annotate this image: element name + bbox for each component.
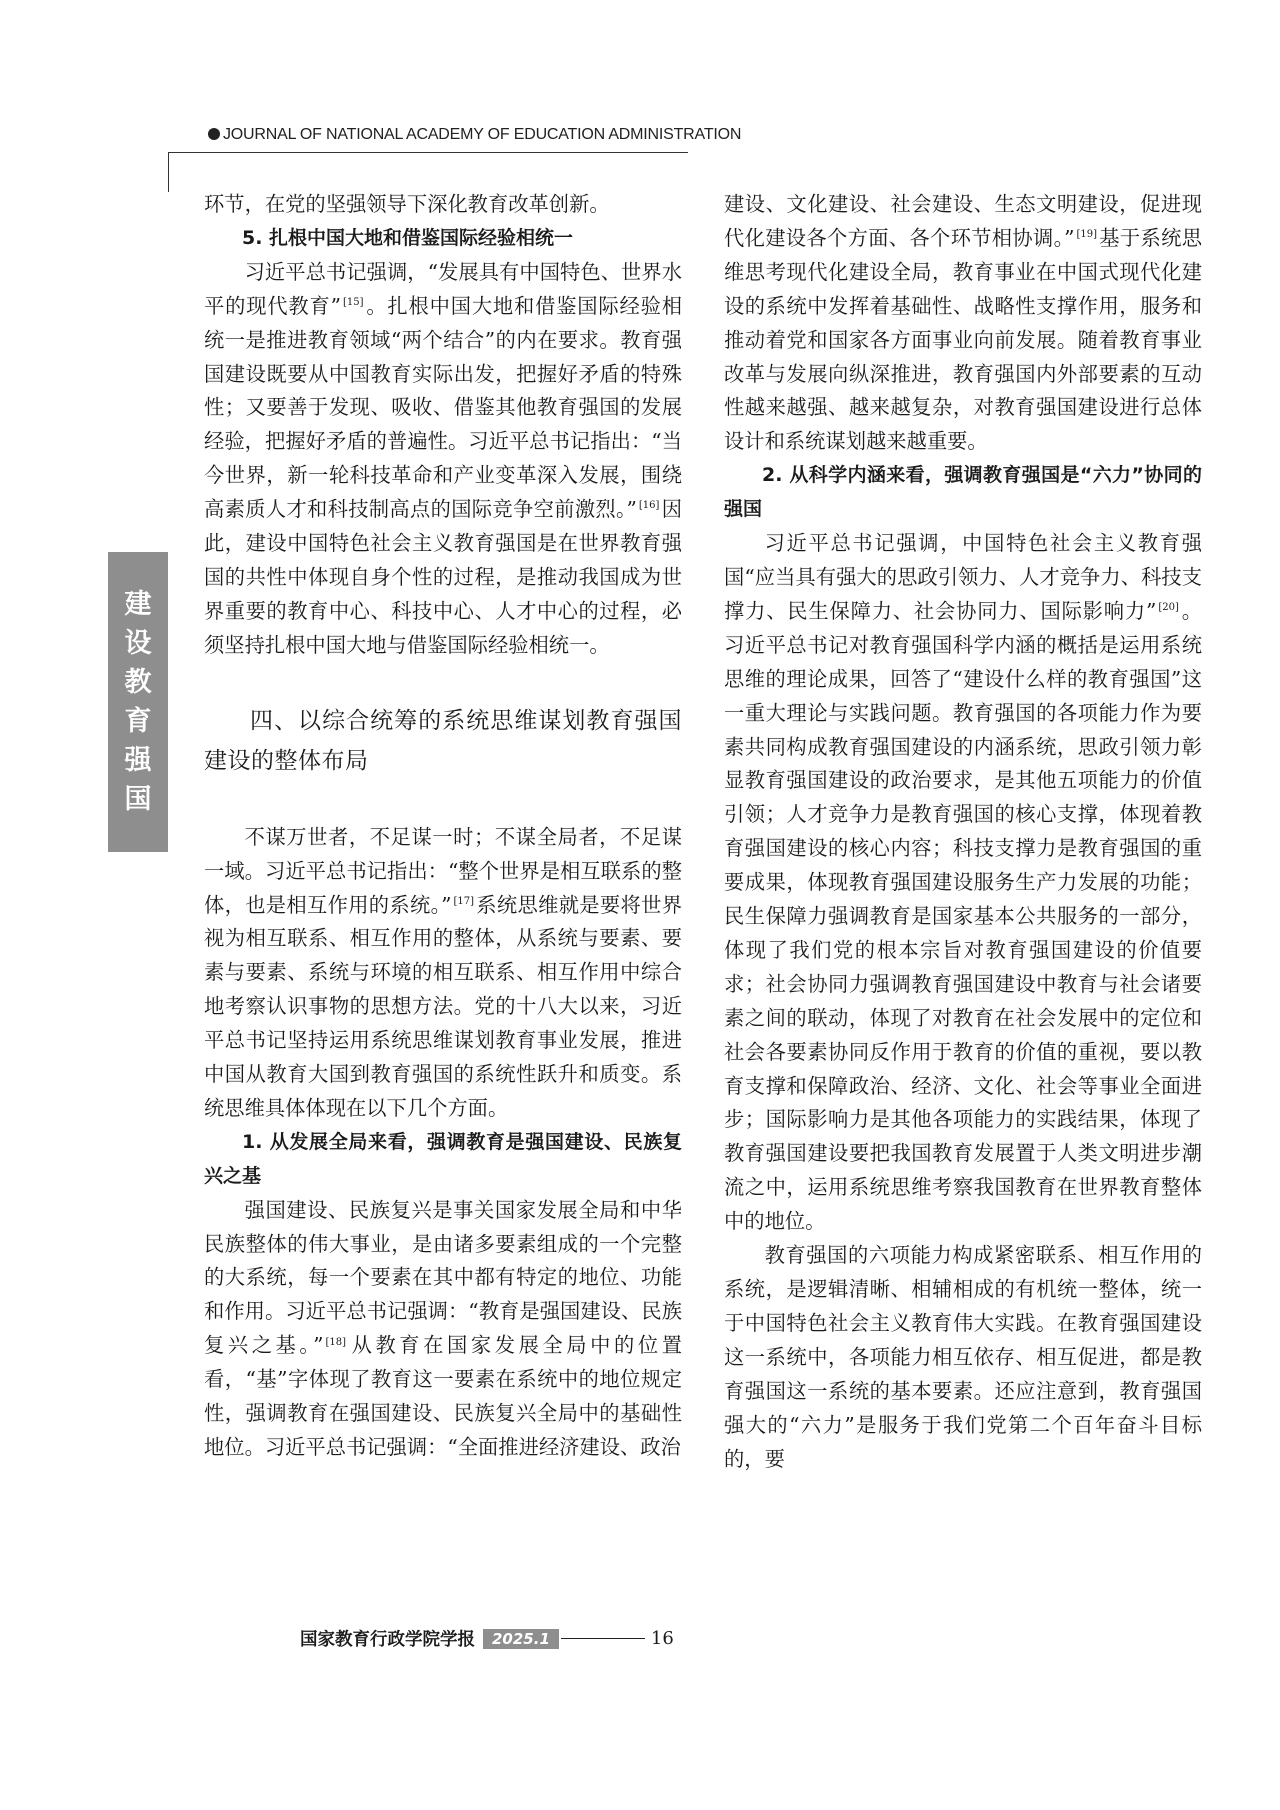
paragraph: 不谋万世者，不足谋一时；不谋全局者，不足谋一域。习近平总书记指出：“整个世界是相互联系的整体，也是相互作用的系统。” [17]系统思维就是要将世界视为相互联系、相互作用的整体，从系统与要素、要素与要素、系统与环境的相互联系、相互作用中综合地考察认识事物的思想方法。党的十八大以来，习近平总书记坚持运用系统思维谋划教育事业发展，推进中国从教育大国到教育强国的系统性跃升和质变。系统思维具体体现在以下几个方面。 [204,824,682,1120]
side-tab-char: 育 [124,705,152,737]
citation-ref: [20] [1158,602,1179,614]
side-tab-char: 国 [124,783,152,815]
subheading: 5. 扎根中国大地和借鉴国际经验相统一 [242,226,574,249]
section-side-tab [108,552,168,852]
header-rule [168,152,688,153]
page-footer [300,1626,720,1656]
right-column [724,188,1202,1476]
citation-ref: [15] [342,296,364,308]
citation-ref: [17] [453,895,474,907]
issue-badge: 2025.1 [483,1629,559,1649]
left-column [204,188,682,1465]
paragraph: 建设、文化建设、社会建设、生态文明建设，促进现代化建设各个方面、各个环节相协调。” [19]基于系统思维思考现代化建设全局，教育事业在中国式现代化建设的系统中发挥着基础性、战略性支撑作用，服务和推动着党和国家各方面事业向前发展。随着教育事业改革与发展向纵深推进，教育强国内外部要素的互动性越来越强、越来越复杂，对教育强国建设进行总体设计和系统谋划越来越重要。 [724,192,1202,454]
side-tab-char: 强 [124,744,152,776]
subheading: 1. 从发展全局来看，强调教育是强国建设、民族复兴之基 [204,1130,682,1187]
paragraph: 习近平总书记强调，“发展具有中国特色、世界水平的现代教育” [15]。扎根中国大地和借鉴国际经验相统一是推进教育领域“两个结合”的内在要求。教育强国建设既要从中国教育实际出发，把握好矛盾的特殊性；又要善于发现、吸收、借鉴其他教育强国的发展经验，把握好矛盾的普遍性。习近平总书记指出：“当今世界，新一轮科技革命和产业变革深入发展，围绕高素质人才和科技制高点的国际竞争空前激烈。” [16]因此，建设中国特色社会主义教育强国是在世界教育强国的共性中体现自身个性的过程，是推动我国成为世界重要的教育中心、科技中心、人才中心的过程，必须坚持扎根中国大地与借鉴国际经验相统一。 [204,259,682,657]
citation-ref: [16] [638,500,660,512]
citation-ref: [18] [325,1336,347,1348]
page-number: 16 [650,1628,674,1649]
citation-ref: [19] [1076,229,1097,241]
paragraph: 教育强国的六项能力构成紧密联系、相互作用的系统，是逻辑清晰、相辅相成的有机统一整体，统一于中国特色社会主义教育伟大实践。在教育强国建设这一系统中，各项能力相互依存、相互促进，都是教育强国这一系统的基本要素。还应注意到，教育强国强大的“六力”是服务于我们党第二个百年奋斗目标的，要 [724,1243,1202,1471]
paragraph: 习近平总书记强调，中国特色社会主义教育强国“应当具有强大的思政引领力、人才竞争力、科技支撑力、民生保障力、社会协同力、国际影响力” [20]。习近平总书记对教育强国科学内涵的概括是运用系统思维的理论成果，回答了“建设什么样的教育强国”这一重大理论与实践问题。教育强国的各项能力作为要素共同构成教育强国建设的内涵系统，思政引领力彰显教育强国建设的政治要求，是其他五项能力的价值引领；人才竞争力是教育强国的核心支撑，体现着教育强国建设的核心内容；科技支撑力是教育强国的重要成果，体现教育强国建设服务生产力发展的功能；民生保障力强调教育是国家基本公共服务的一部分，体现了我们党的根本宗旨对教育强国建设的价值要求；社会协同力强调教育强国建设中教育与社会诸要素之间的联动，体现了对教育在社会发展中的定位和社会各要素协同反作用于教育的价值的重视，要以教育支撑和保障政治、经济、文化、社会等事业全面进步；国际影响力是其他各项能力的实践结果，体现了教育强国建设要把我国教育发展置于人类文明进步潮流之中，运用系统思维考察我国教育在世界教育整体中的地位。 [724,531,1202,1234]
side-tab-char: 设 [124,627,152,659]
side-tab-char: 建 [124,588,152,620]
side-tab-char: 教 [124,666,152,698]
paragraph: 强国建设、民族复兴是事关国家发展全局和中华民族整体的伟大事业，是由诸多要素组成的一个完整的大系统，每一个要素在其中都有特定的地位、功能和作用。习近平总书记强调：“教育是强国建设、民族复兴之基。” [18]从教育在国家发展全局中的位置看，“基”字体现了教育这一要素在系统中的地位规定性，强调教育在强国建设、民族复兴全局中的基础性地位。习近平总书记强调：“全面推进经济建设、政治 [204,1197,682,1459]
bullet-dot-icon [208,128,220,140]
subheading: 2. 从科学内涵来看，强调教育强国是“六力”协同的强国 [724,464,1202,521]
running-header [208,126,742,148]
footer-rule [561,1638,645,1639]
header-rule-vertical [168,152,169,192]
journal-chinese-title: 国家教育行政学院学报 [300,1630,475,1650]
section-heading: 四、以综合统筹的系统思维谋划教育强国建设的整体布局 [204,707,682,774]
paragraph: 环节，在党的坚强领导下深化教育改革创新。 [204,192,610,216]
journal-english-title: JOURNAL OF NATIONAL ACADEMY OF EDUCATION ADMINISTRATION [223,126,742,143]
